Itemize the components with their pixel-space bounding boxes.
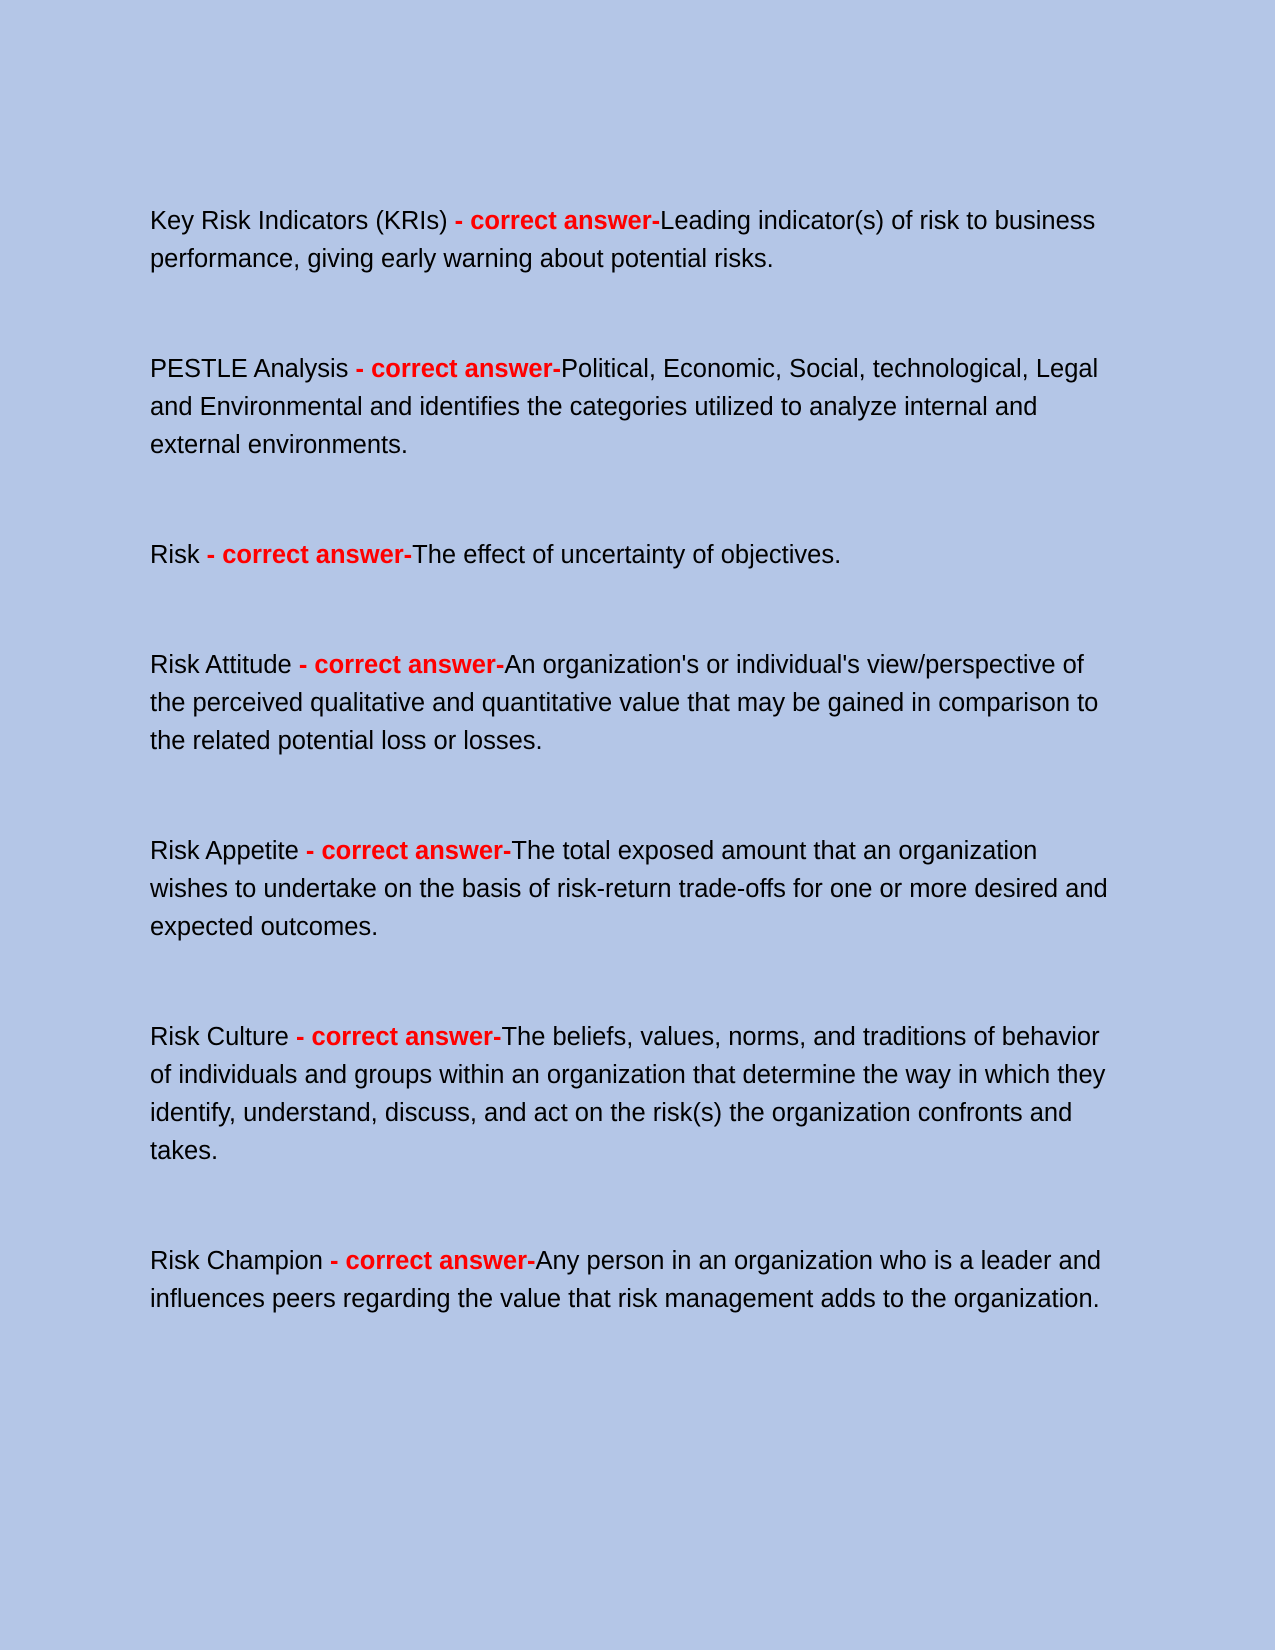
entry-term: Key Risk Indicators (KRIs) — [150, 207, 455, 235]
entry-definition: Political, Economic, Social, technological, Legal and Environmental and identifies the categories utilized to analyze internal and external environments. — [150, 355, 1099, 459]
entry-separator: - correct answer- — [329, 1247, 536, 1275]
entry-term: Risk Culture — [150, 1023, 296, 1051]
entry-term: Risk Attitude — [150, 651, 299, 679]
glossary-entry-risk-champion — [150, 1242, 1120, 1318]
entry-separator: - correct answer- — [295, 1023, 502, 1051]
glossary-list — [150, 202, 1120, 1318]
entry-definition: The total exposed amount that an organization wishes to undertake on the basis of risk-return trade-offs for one or more desired and expected outcomes. — [150, 837, 1108, 941]
glossary-entry-pestle — [150, 350, 1120, 464]
entry-separator: - correct answer- — [206, 541, 413, 569]
entry-separator: - correct answer- — [305, 837, 512, 865]
entry-term: Risk — [150, 541, 207, 569]
entry-term: Risk Appetite — [150, 837, 306, 865]
entry-separator: - correct answer- — [298, 651, 505, 679]
glossary-entry-risk-culture — [150, 1018, 1120, 1170]
entry-separator: - correct answer- — [454, 207, 661, 235]
entry-definition: An organization's or individual's view/perspective of the perceived qualitative and quantitative value that may be gained in comparison to the related potential loss or losses. — [150, 651, 1099, 755]
glossary-entry-risk-attitude — [150, 646, 1120, 760]
entry-definition: Leading indicator(s) of risk to business performance, giving early warning about potential risks. — [150, 207, 1096, 273]
glossary-entry-kris — [150, 202, 1120, 278]
entry-definition: The effect of uncertainty of objectives. — [412, 541, 842, 569]
entry-term: Risk Champion — [150, 1247, 330, 1275]
entry-definition: Any person in an organization who is a leader and influences peers regarding the value that risk management adds to the organization. — [150, 1247, 1102, 1313]
glossary-entry-risk — [150, 536, 1120, 574]
entry-separator: - correct answer- — [355, 355, 562, 383]
entry-definition: The beliefs, values, norms, and traditions of behavior of individuals and groups within an organization that determine the way in which they identify, understand, discuss, and act on the risk(s) the organization confronts and takes. — [150, 1023, 1106, 1165]
entry-term: PESTLE Analysis — [150, 355, 356, 383]
glossary-entry-risk-appetite — [150, 832, 1120, 946]
